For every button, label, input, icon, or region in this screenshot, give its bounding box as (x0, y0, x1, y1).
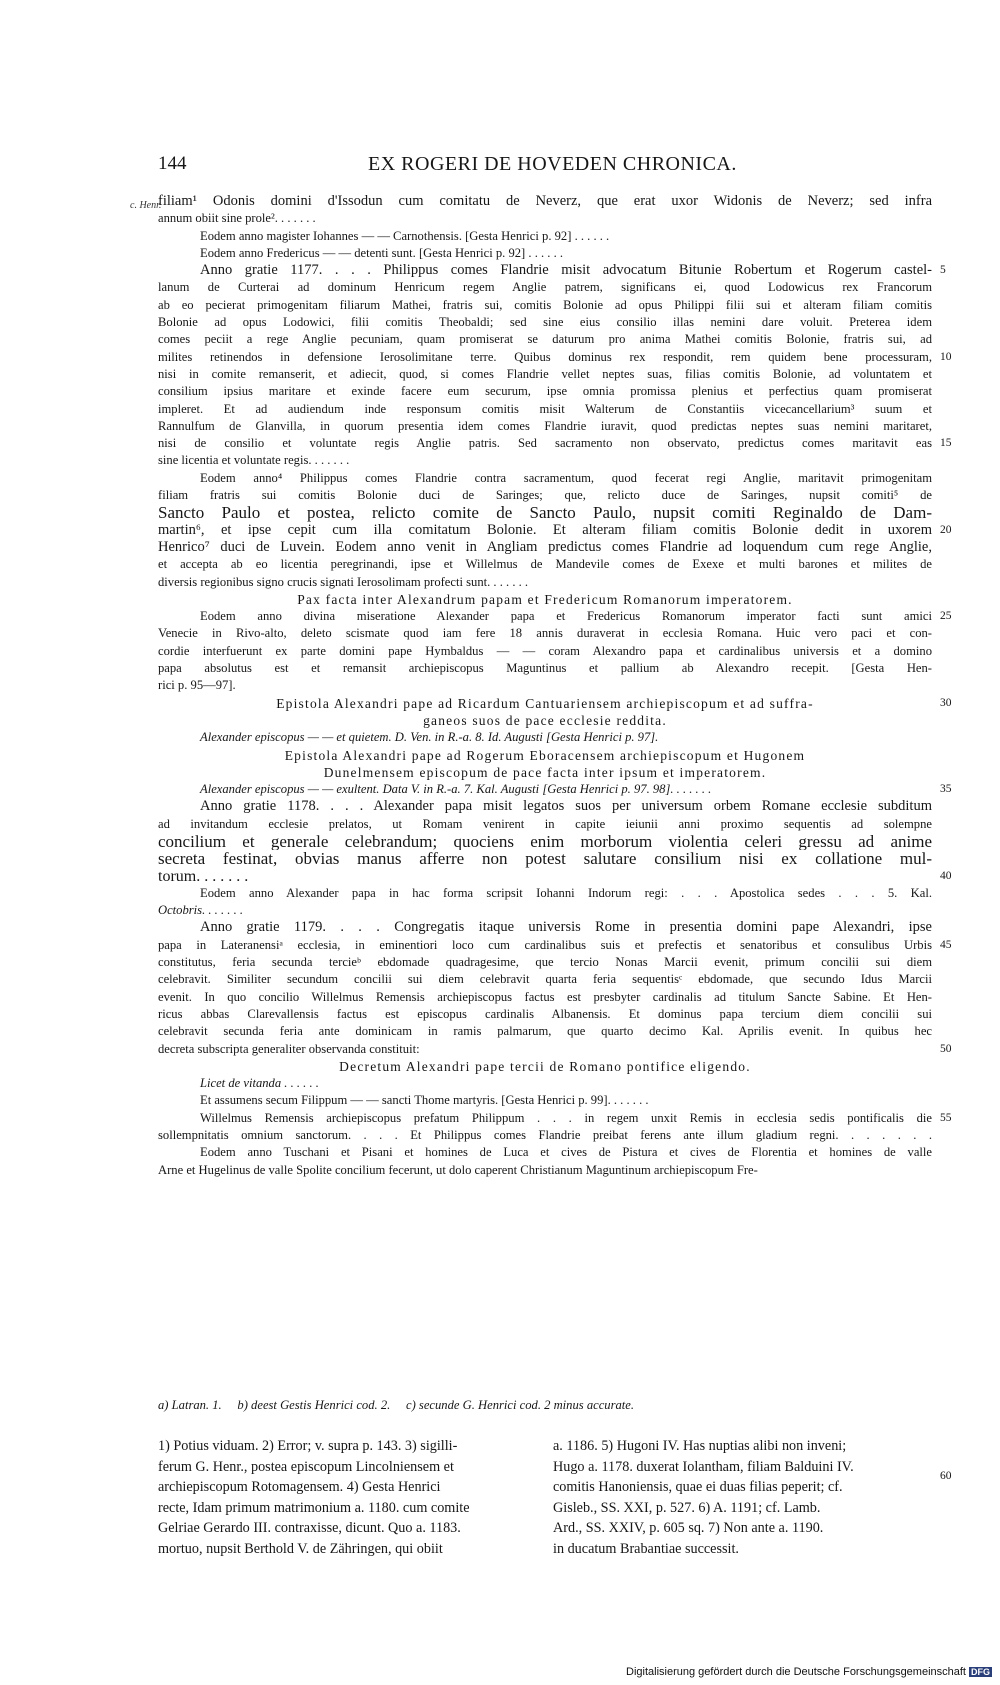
text-line: celebravit. Similiter secundum concilii sui diem celebravit quarta feria sequentisᶜ ebdomade, que secundo Idus Marcii (158, 972, 932, 987)
text-line: cordie interfuerunt ex parte domini pape Hymbaldus — — coram Alexandro papa et cardinalibus universis et a domino (158, 643, 932, 658)
text-line: Octobris. . . . . . . (158, 903, 244, 918)
text-line: decreta subscripta generaliter observanda constituit: (158, 1041, 420, 1056)
footnote-line: comitis Hanoniensis, quae ei duas filias peperit; cf. (553, 1479, 843, 1495)
text-line: Licet de vitanda . . . . . . (200, 1076, 319, 1091)
text-line: constitutus, feria secunda tercieᵇ ebdomade quadragesime, que tercio Nonas Marcii evenit, primum concilii sui diem (158, 955, 932, 970)
page-number: 144 (158, 153, 187, 174)
text-line: rici p. 95—97]. (158, 678, 236, 693)
text-line: ab eo pecierat primogenitam filiarum Mathei, fratris sui, comitis Bolonie ad opus Philippi filii sui et alteram filiam comitis (158, 297, 932, 312)
text-line: Epistola Alexandri pape ad Ricardum Cantuariensem archiepiscopum et ad suffra- (276, 695, 814, 711)
line-number: 5 (940, 264, 946, 277)
footnote-line: 1) Potius viduam. 2) Error; v. supra p. 143. 3) sigilli- (158, 1438, 458, 1454)
text-line: diversis regionibus signo crucis signati Ierosolimam profecti sunt. . . . . . . (158, 574, 529, 589)
text-line: Venecie in Rivo-alto, deleto scismate quod iam fere 18 annis duraverat in ecclesia Romana. Huic vero paci et con- (158, 626, 932, 641)
text-line: consilium ipsius maritare et exinde facere eum securum, ipse omnia promissa plenius et perfectius quam promiserat (158, 384, 932, 399)
text-line: ad invitandum ecclesie prelatos, ut Romam venirent in capite ieiunii anni proximo sequentis ad solempne (158, 816, 932, 831)
footer-text: Digitalisierung gefördert durch die Deutsche Forschungsgemeinschaft (626, 1666, 966, 1678)
text-line: Epistola Alexandri pape ad Rogerum Eboracensem archiepiscopum et Hugonem (284, 747, 806, 763)
text-line: impleret. Et ad audiendum inde responsum comitis misit Walterum de Constantiis vicecancellarium³ suum et (158, 401, 932, 416)
line-number: 10 (940, 350, 952, 363)
text-line: Eodem anno Fredericus — — detenti sunt. [Gesta Henrici p. 92] . . . . . . (200, 245, 564, 260)
text-line: Eodem anno divina miseratione Alexander papa et Fredericus Romanorum imperator facti sunt amici (200, 609, 932, 624)
footnote-line: archiepiscopum Rotomagensem. 4) Gesta Henrici (158, 1479, 441, 1495)
text-line: evenit. In quo concilio Willelmus Remensis archiepiscopus factus est presbyter cardinalis ad titulum Sancte Sabine. Et Hen- (158, 989, 932, 1004)
line-number: 30 (940, 696, 952, 709)
running-title: EX ROGERI DE HOVEDEN CHRONICA. (368, 153, 737, 175)
text-line: Rannulfum de Glanvilla, in quorum presentia idem comes Flandrie iuravit, quod predictas neptes suas nemini maritaret, (158, 418, 932, 433)
text-line: sine licentia et voluntate regis. . . . . . . (158, 453, 350, 468)
text-line: Pax facta inter Alexandrum papam et Fredericum Romanorum imperatorem. (297, 591, 793, 607)
text-line: Eodem anno Alexander papa in hac forma scripsit Iohanni Indorum regi: . . . Apostolica sedes . . . 5. Kal. (200, 885, 932, 900)
text-line: Sancto Paulo et postea, relicto comite de Sancto Paulo, nupsit comiti Reginaldo de Dam- (158, 504, 932, 522)
text-line: annum obiit sine prole². . . . . . . (158, 211, 316, 226)
text-line: concilium et generale celebrandum; quociens enim morborum violentia celeri gressu ad anime (158, 832, 932, 851)
line-number: 15 (940, 437, 952, 450)
footnote-line: Ard., SS. XXIV, p. 605 sq. 7) Non ante a. 1190. (553, 1520, 824, 1536)
line-number: 20 (940, 523, 952, 536)
line-number: 55 (940, 1111, 952, 1124)
text-line: secreta festinat, obvias manus afferre non potest salutare consilium nisi ex collatione mul- (158, 850, 932, 868)
text-line: Eodem anno magister Iohannes — — Carnothensis. [Gesta Henrici p. 92] . . . . . . (200, 228, 610, 243)
line-number: 45 (940, 938, 952, 951)
text-line: comes peciit a rege Anglie pecuniam, quam promiserat se daturum pro anima Mathei comitis Bolonie, fratris sui, ad (158, 332, 932, 347)
footnote-line: recte, Idam primum matrimonium a. 1180. cum comite (158, 1499, 470, 1516)
text-line: Bolonie ad opus Lodowici, filii comitis Theobaldi; sed sine eius consilio illas nemini dare voluit. Preterea idem (158, 315, 932, 330)
footer (626, 1666, 992, 1678)
footnote-line: Gelriae Gerardo III. contraxisse, dicunt. Quo a. 1183. (158, 1520, 461, 1536)
text-line: et accepta ab eo licentia peregrinandi, ipse et Willelmus de Mandevile comes de Exexe et multi barones et milites de (158, 557, 932, 572)
margin-note: c. Henr. (130, 200, 162, 211)
text-line: Et assumens secum Filippum — — sancti Thome martyris. [Gesta Henrici p. 99]. . . . . . . (200, 1093, 649, 1108)
footnote-line: in ducatum Brabantiae successit. (553, 1540, 739, 1557)
text-line: Dunelmensem episcopum de pace facta inter ipsum et imperatorem. (323, 764, 767, 780)
critical-apparatus (158, 1397, 933, 1414)
text-line: Henrico⁷ duci de Luvein. Eodem anno venit in Angliam predictus comes Flandrie ad loquendum cum rege Anglie, (158, 538, 932, 555)
text-line: sollempnitatis omnium sanctorum. . . . Et Philippus comes Flandrie preibat ferens ante illum gladium regni. . . . . . . (158, 1128, 932, 1143)
line-number: 35 (940, 783, 952, 796)
footnote-line: Gisleb., SS. XXI, p. 527. 6) A. 1191; cf. Lamb. (553, 1499, 821, 1516)
footnote-line: a. 1186. 5) Hugoni IV. Has nuptias alibi non inveni; (553, 1438, 847, 1454)
footnote-line: Hugo a. 1178. duxerat Iolantham, filiam Balduini IV. (553, 1458, 854, 1475)
text-line: torum. . . . . . . (158, 867, 249, 885)
line-number: 50 (940, 1042, 952, 1055)
line-number: 40 (940, 869, 952, 882)
text-line: Arne et Hugelinus de valle Spolite concilium fecerunt, ut dolo caperent Christianum Maguntinum archiepiscopum Fre- (158, 1162, 758, 1177)
text-line: nisi de consilio et voluntate regis Anglie patris. Sed sacramento non observato, predictus comes maritavit eas (158, 436, 932, 451)
critical-notes: a) Latran. 1. b) deest Gestis Henrici cod. 2. c) secunde G. Henrici cod. 2 minus accurate. (158, 1398, 635, 1412)
text-line: martin⁶, et ipse cepit cum illa comitatum Bolonie. Et alteram filiam comitis Bolonie dedit in uxorem (158, 521, 932, 538)
text-line: papa absolutus est et remansit archiepiscopus Maguntinus et pallium ab Alexandro recepit. [Gesta Hen- (158, 661, 932, 676)
footnotes-right (553, 1436, 933, 1559)
text-line: Alexander episcopus — — et quietem. D. Ven. in R.-a. 8. Id. Augusti [Gesta Henrici p. 97]. (200, 730, 659, 745)
text-line: Anno gratie 1177. . . . Philippus comes Flandrie misit advocatum Bitunie Robertum et Rogerum castel- (200, 262, 932, 279)
text-line: Willelmus Remensis archiepiscopus prefatum Philippum . . . in regem unxit Remis in ecclesia sedis pontificalis die (200, 1110, 932, 1125)
text-line: celebravit secunda feria ante dominicam in ramis palmarum, que quarto decimo Kal. Aprilis evenit. In quibus hec (158, 1024, 932, 1039)
text-line: Anno gratie 1178. . . . Alexander papa misit legatos suos per universum orbem Romane ecclesie subditum (200, 798, 932, 815)
text-line: Anno gratie 1179. . . . Congregatis itaque universis Rome in presentia domini pape Alexandri, ipse (200, 919, 932, 936)
text-line: Eodem anno Tuschani et Pisani et homines de Luca et cives de Pistura et cives de Florentia et homines de valle (200, 1145, 932, 1160)
text-line: lanum de Curterai ad dominum Henricum regem Anglie patrem, significans ei, quod Lodowicus rex Francorum (158, 280, 932, 295)
main-text (158, 193, 932, 1179)
text-line: milites retinendos in defensione Ierosolimitane terre. Quibus dominus rex respondit, rem quidem bene processuram, (158, 349, 932, 364)
footnotes-left (158, 1436, 535, 1559)
footnote-line: mortuo, nupsit Berthold V. de Zähringen, qui obiit (158, 1540, 443, 1557)
text-line: filiam¹ Odonis domini d'Issodun cum comitatu de Neverz, que erat uxor Widonis de Neverz; sed infra (158, 193, 932, 209)
dfg-logo: DFG (971, 1667, 990, 1677)
text-line: ricus abbas Clarevallensis factus est episcopus cardinalis Albanensis. Et dominus papa tercium diem concilii sui (158, 1006, 932, 1021)
page-header (0, 153, 1000, 183)
text-line: nisi in comite remanserit, et adiecit, quod, si comes Flandrie vellet neptes suas, filias comitis Bolonie, ad voluntatem et (158, 366, 932, 381)
text-line: filiam fratris sui comitis Bolonie duci de Saringes; que, relicto duce de Saringes, nupsit comiti⁵ de (158, 488, 932, 503)
text-line: Decretum Alexandri pape tercii de Romano pontifice eligendo. (339, 1058, 751, 1074)
footnote-line: ferum G. Henr., postea episcopum Lincolniensem et (158, 1458, 454, 1475)
text-line: papa in Lateranensiᵃ ecclesia, in eminentiori loco cum cardinalibus suis et prefectis et senatoribus et consulibus Urbis (158, 937, 932, 952)
line-number: 60 (940, 1470, 952, 1482)
text-line: ganeos suos de pace ecclesie reddita. (423, 712, 667, 728)
text-line: Eodem anno⁴ Philippus comes Flandrie contra sacramentum, quod fecerat regi Anglie, maritavit primogenitam (200, 470, 932, 485)
line-number: 25 (940, 610, 952, 623)
text-line: Alexander episcopus — — exultent. Data V. in R.-a. 7. Kal. Augusti [Gesta Henrici p. 97. 98]. . . . . . . (200, 782, 712, 797)
